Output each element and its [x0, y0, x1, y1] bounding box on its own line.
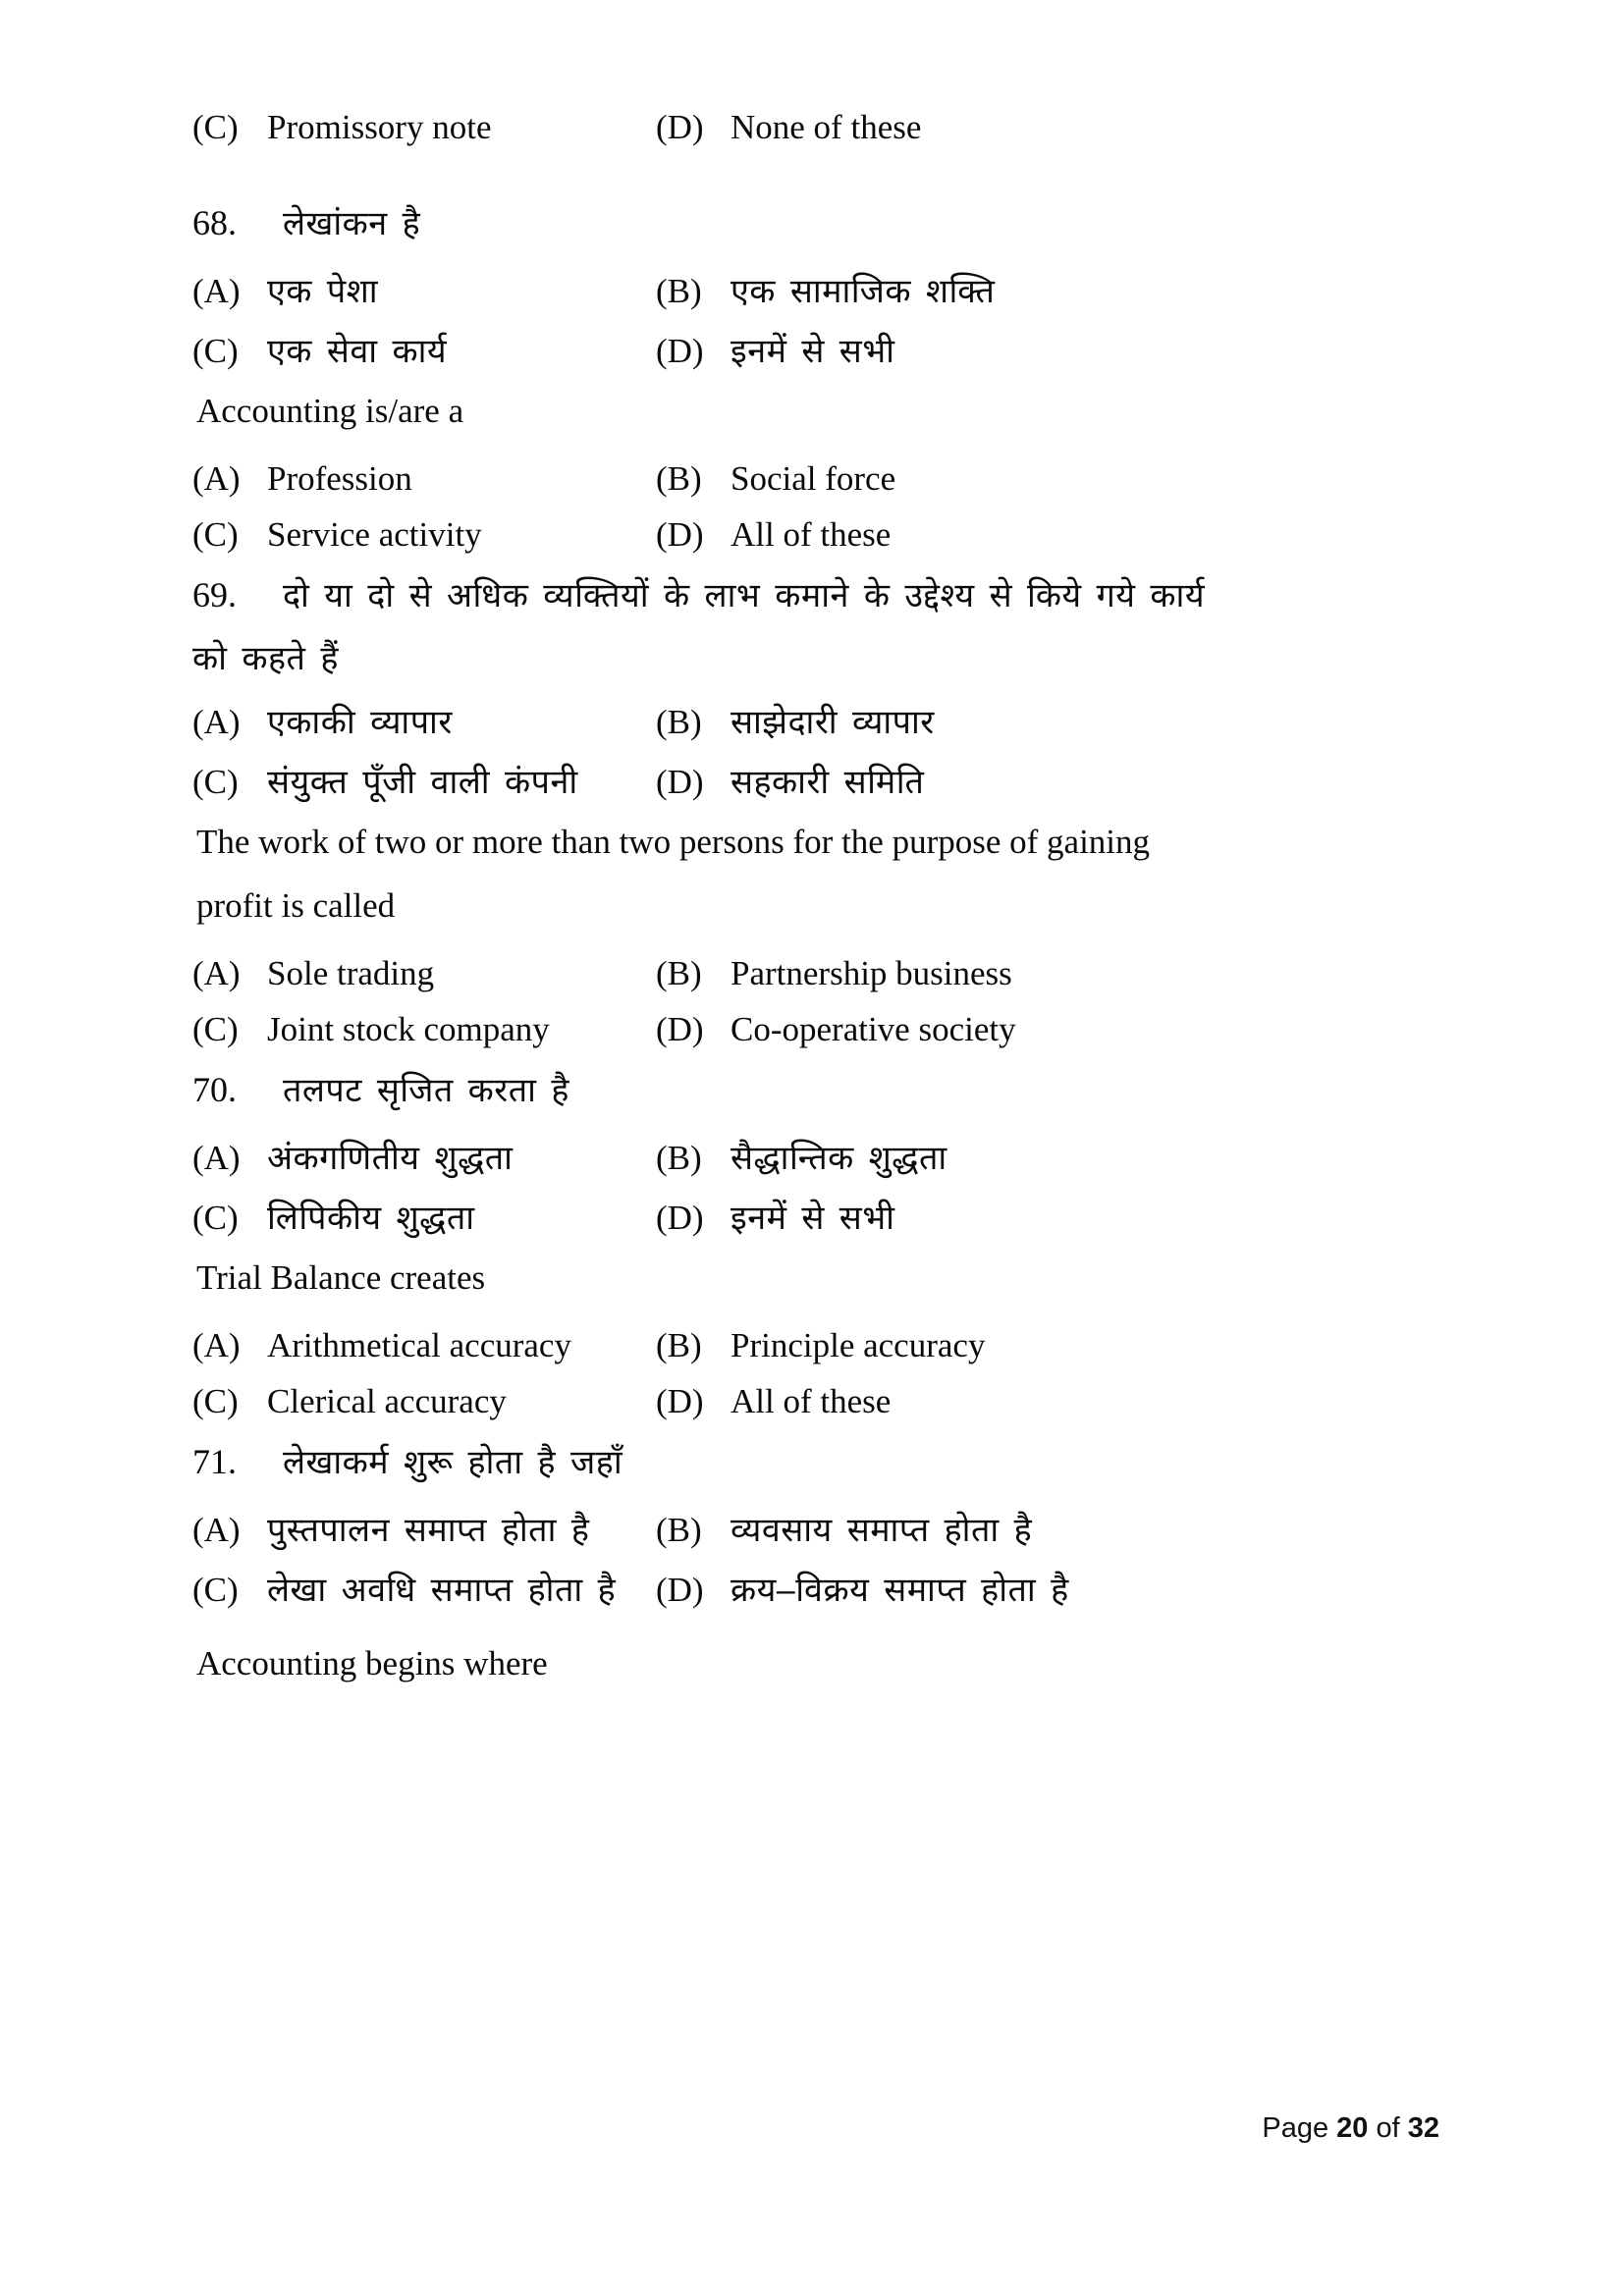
question-71-option-c-hi: [192, 1573, 656, 1607]
question-70-stem-hindi: [192, 1072, 1439, 1107]
option-text-d: क्रय–विक्रय समाप्त होता है: [731, 1572, 1069, 1609]
option-tag-c: (C): [192, 108, 239, 146]
option-text-a: एकाकी व्यापार: [267, 704, 453, 741]
question-68-option-a-en: [192, 461, 656, 496]
option-tag-c: (C): [192, 763, 239, 801]
option-tag-c: (C): [192, 1571, 239, 1609]
option-text-b: एक सामाजिक शक्ति: [731, 273, 996, 310]
question-70-option-c-hi: [192, 1201, 656, 1235]
question-68-options-hi-row-1: [192, 274, 1439, 308]
question-70-options-hi-row-2: [192, 1201, 1439, 1235]
option-text-d: All of these: [731, 1382, 892, 1420]
question-68-option-b-hi: [656, 274, 1284, 308]
question-68-options-hi-row-2: [192, 334, 1439, 368]
option-tag-b: (B): [656, 1139, 702, 1177]
question-number-70: 70.: [192, 1070, 237, 1109]
option-text-c: लेखा अवधि समाप्त होता है: [267, 1572, 617, 1609]
question-70-stem-en: Trial Balance creates: [196, 1258, 486, 1297]
question-68-option-d-hi: [656, 334, 1284, 368]
question-70-option-b-en: [656, 1328, 1284, 1362]
option-tag-d: (D): [656, 332, 704, 370]
question-71-stem-hi-text: लेखाकर्म शुरू होता है जहाँ: [283, 1444, 623, 1481]
question-68-stem-en: Accounting is/are a: [196, 392, 464, 430]
option-text-a: पुस्तपालन समाप्त होता है: [267, 1512, 590, 1549]
question-70-option-a-hi: [192, 1141, 656, 1175]
question-68-option-b-en: [656, 461, 1284, 496]
option-c-carryover: [192, 110, 656, 144]
question-71-options-hi-row-2: [192, 1573, 1439, 1607]
question-number-69: 69.: [192, 575, 237, 614]
option-d-carryover: [656, 110, 1284, 144]
question-71-option-a-hi: [192, 1513, 656, 1547]
option-text-c: लिपिकीय शुद्धता: [267, 1200, 475, 1237]
option-tag-d: (D): [656, 1199, 704, 1237]
option-tag-a: (A): [192, 1511, 241, 1549]
question-68-option-d-en: [656, 517, 1284, 552]
question-68-option-c-hi: [192, 334, 656, 368]
question-71-options-hi-row-1: [192, 1513, 1439, 1547]
question-69-option-c-en: [192, 1012, 656, 1046]
option-tag-d: (D): [656, 515, 704, 554]
option-tag-b: (B): [656, 1326, 702, 1364]
option-tag-b: (B): [656, 954, 702, 992]
option-text-d: None of these: [731, 108, 922, 146]
option-text-b: Social force: [731, 459, 896, 498]
question-69-option-b-en: [656, 956, 1284, 990]
question-69-option-d-en: [656, 1012, 1284, 1046]
question-69-option-b-hi: [656, 705, 1284, 739]
question-70-option-c-en: [192, 1384, 656, 1418]
option-tag-a: (A): [192, 703, 241, 741]
option-text-c: Joint stock company: [267, 1010, 550, 1048]
option-tag-a: (A): [192, 459, 241, 498]
option-tag-c: (C): [192, 515, 239, 554]
question-70-options-en-row-1: [192, 1328, 1439, 1362]
question-70-option-b-hi: [656, 1141, 1284, 1175]
question-70-option-a-en: [192, 1328, 656, 1362]
question-69-option-d-hi: [656, 765, 1284, 799]
page-footer: [1262, 2112, 1439, 2145]
question-69-option-a-en: [192, 956, 656, 990]
footer-middle: of: [1376, 2112, 1400, 2144]
question-68-option-a-hi: [192, 274, 656, 308]
option-text-a: Arithmetical accuracy: [267, 1326, 571, 1364]
footer-current-page: 20: [1336, 2112, 1369, 2144]
question-70-option-d-hi: [656, 1201, 1284, 1235]
option-text-d: इनमें से सभी: [731, 333, 895, 370]
option-text-c: एक सेवा कार्य: [267, 333, 448, 370]
question-content: [192, 110, 1439, 1681]
question-69-option-c-hi: [192, 765, 656, 799]
option-tag-a: (A): [192, 954, 241, 992]
question-71-option-d-hi: [656, 1573, 1284, 1607]
option-text-b: सैद्धान्तिक शुद्धता: [731, 1140, 947, 1177]
option-text-a: एक पेशा: [267, 273, 379, 310]
question-68-options-en-row-1: [192, 461, 1439, 496]
option-text-d: सहकारी समिति: [731, 764, 925, 801]
question-70-option-d-en: [656, 1384, 1284, 1418]
option-text-c: Clerical accuracy: [267, 1382, 507, 1420]
option-text-d: All of these: [731, 515, 892, 554]
option-text-c: Service activity: [267, 515, 482, 554]
question-69-option-a-hi: [192, 705, 656, 739]
option-text-b: Principle accuracy: [731, 1326, 986, 1364]
question-69-options-en-row-2: [192, 1012, 1439, 1046]
option-tag-d: (D): [656, 763, 704, 801]
question-71-stem-hindi: [192, 1444, 1439, 1479]
question-71-stem-en: Accounting begins where: [196, 1644, 548, 1682]
question-69-options-en-row-1: [192, 956, 1439, 990]
option-text-a: Profession: [267, 459, 412, 498]
option-tag-b: (B): [656, 1511, 702, 1549]
option-text-a: अंकगणितीय शुद्धता: [267, 1140, 514, 1177]
carryover-option-row: [192, 110, 1439, 144]
question-70-options-hi-row-1: [192, 1141, 1439, 1175]
question-69-stem-hi-line1: दो या दो से अधिक व्यक्तियों के लाभ कमाने के उद्देश्य से किये गये कार्य: [283, 577, 1206, 614]
option-text-c: संयुक्त पूँजी वाली कंपनी: [267, 764, 578, 801]
question-68-stem-hindi: [192, 205, 1439, 240]
option-tag-c: (C): [192, 1010, 239, 1048]
question-69-options-hi-row-1: [192, 705, 1439, 739]
question-69-stem-en-line1: The work of two or more than two persons for the purpose of gaining: [196, 823, 1151, 861]
option-tag-c: (C): [192, 1199, 239, 1237]
question-69-options-hi-row-2: [192, 765, 1439, 799]
question-number-68: 68.: [192, 203, 237, 242]
question-number-71: 71.: [192, 1442, 237, 1481]
question-70-options-en-row-2: [192, 1384, 1439, 1418]
option-text-b: व्यवसाय समाप्त होता है: [731, 1512, 1033, 1549]
question-71-option-b-hi: [656, 1513, 1284, 1547]
option-tag-c: (C): [192, 1382, 239, 1420]
question-68-stem-hi-text: लेखांकन है: [283, 205, 421, 242]
option-tag-d: (D): [656, 108, 704, 146]
option-tag-b: (B): [656, 459, 702, 498]
footer-prefix: Page: [1262, 2112, 1329, 2144]
option-text-b: साझेदारी व्यापार: [731, 704, 935, 741]
option-tag-a: (A): [192, 272, 241, 310]
option-tag-a: (A): [192, 1326, 241, 1364]
question-69-stem-hi-line2: को कहते हैं: [192, 640, 339, 677]
option-text-a: Sole trading: [267, 954, 435, 992]
question-69-stem-hindi-line1: [192, 577, 1439, 613]
option-text-d: Co-operative society: [731, 1010, 1016, 1048]
option-tag-b: (B): [656, 272, 702, 310]
footer-total-pages: 32: [1407, 2112, 1439, 2144]
question-70-stem-hi-text: तलपट सृजित करता है: [283, 1072, 569, 1109]
question-68-options-en-row-2: [192, 517, 1439, 552]
option-tag-a: (A): [192, 1139, 241, 1177]
option-text-c: Promissory note: [267, 108, 492, 146]
question-68-option-c-en: [192, 517, 656, 552]
question-69-stem-en-line2: profit is called: [196, 886, 396, 925]
option-text-b: Partnership business: [731, 954, 1012, 992]
option-tag-c: (C): [192, 332, 239, 370]
option-tag-d: (D): [656, 1571, 704, 1609]
option-tag-d: (D): [656, 1382, 704, 1420]
option-tag-d: (D): [656, 1010, 704, 1048]
option-text-d: इनमें से सभी: [731, 1200, 895, 1237]
option-tag-b: (B): [656, 703, 702, 741]
